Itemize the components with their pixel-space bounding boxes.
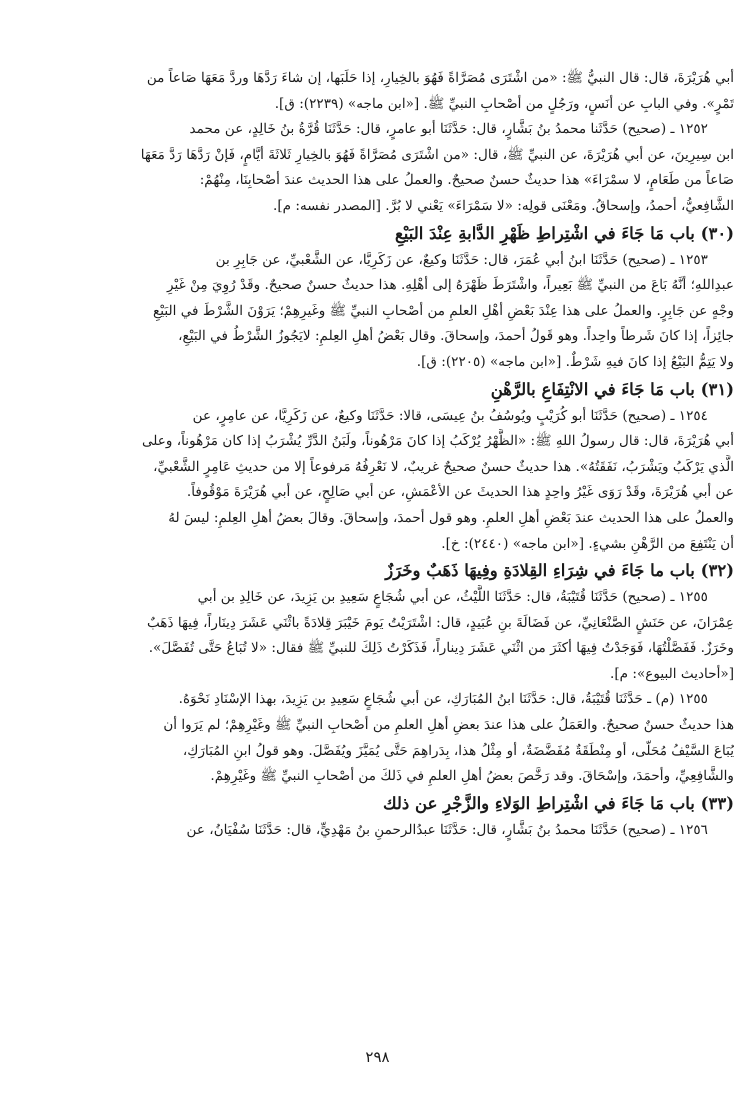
- chapter-heading: (٣١) باب مَا جَاءَ في الانْتِفَاعِ بالرَّهْنِ: [490, 379, 734, 399]
- text-line: وخَرَزٌ. فَفَصَّلْتُهَا، فَوَجَدْتُ فِيهَا أكثَرَ من اثْنَي عَشَرَ دِيناراً، فَذَكَرْتُ ذَلِكَ للنبيِّ ﷺ فقال: «لا تُبَاعُ حَتَّى تُفَصَّلَ».: [148, 640, 734, 657]
- text-line: أبي هُرَيْرَةَ، قال: قال النبيُّ ﷺ: «من اشْتَرَى مُصَرَّاةً فَهُوَ بالخِيارِ، إذا حَلَبَها، إن شاءَ رَدَّهَا وردَّ مَعَهَا صَاعاً من: [146, 70, 734, 86]
- text-line: ١٢٥٥ (م) ـ حَدَّثَنَا قُتَيْبَةُ، قال: حَدَّثَنَا ابنُ المُبَارَكِ، عن أبي شُجَاعٍ سَعِيدِ بن يَزِيدَ، بهذا الإسْنَادِ نَحْوَهُ.: [178, 691, 708, 708]
- chapter-heading: (٣٣) باب مَا جَاءَ في اشْتِراطِ الوَلاءِ والزَّجْرِ عن ذلك: [382, 793, 734, 813]
- chapter-heading: (٣٠) باب مَا جَاءَ في اشْتِراطِ ظَهْرِ الدَّابةِ عِنْدَ البَيْعِ: [394, 223, 734, 243]
- text-line: وجْهٍ عن جَابِرٍ. والعملُ على هذا عِنْدَ بَعْضِ أهْلِ العلمِ من أصْحابِ النبيِّ ﷺ وغَيرِهِمْ؛ يَرَوْنَ الشَّرْطَ في البَيْعِ: [153, 302, 734, 319]
- text-line: تَمْرٍ». وفي البابِ عن أنَسٍ، ورَجُلٍ من أصْحابِ النبيِّ ﷺ. [«ابن ماجه» (٢٢٣٩): ق].: [274, 95, 734, 112]
- text-line: جائِزاً، إذا كانَ شَرطاً واحِداً. وهو قَولُ أحمدَ، وإسحاقَ. وقال بَعْضُ أهلِ العِلمِ: لايَجُوزُ الشَّرْطُ في البَيْعِ،: [178, 328, 734, 345]
- text-line: هذا حديثٌ حسنٌ صحيحٌ. والعَمَلُ على هذا عندَ بعضِ أهلِ العلمِ من أصْحابِ النبيِّ ﷺ وغَيْرِهِمْ؛ لم يَرَوا أن: [163, 717, 734, 734]
- text-line: عن أبي هُرَيْرَةَ، وقَدْ رَوَى غَيْرُ واحِدٍ هذا الحديثَ عن الأعْمَشِ، عن أبي صَالِحٍ، عن أبي هُرَيْرَةَ مَوْقُوفاً.: [186, 484, 734, 501]
- text-line: ابن سِيرِينَ، عن أبي هُرَيْرَةَ، عن النبيِّ ﷺ، قال: «من اشْتَرَى مُصَرَّاةً فَهُوَ بالخِيارِ ثَلاثَةَ أيَّامٍ، فَإنْ رَدَّهَا رَدَّ مَعَهَا: [140, 146, 734, 163]
- text-line: أن يَنْتَفِعَ من الرَّهْنِ بشيءٍ. [«ابن ماجه» (٢٤٤٠): خ].: [441, 535, 734, 552]
- text-line: [«أحاديث البيوع»: م].: [610, 665, 734, 682]
- text-line: أبي هُرَيْرَةَ، قال: قال رسولُ اللهِ ﷺ: «الظَّهْرُ يُرْكَبُ إذا كانَ مَرْهُوناً، ولَبَنُ الدَّرِّ يُشْرَبُ إذا كان مَرْهُوناً، وعلى: [141, 433, 734, 450]
- text-line: عِمْرَانَ، عن حَنَشٍ الصَّنْعَانِيِّ، عن فَضَالَةَ بنِ عُبَيدٍ، قال: اشْتَرَيْتُ يَومَ خَيْبَرَ قِلادَةً باثْنَي عَشَرَ دِينَاراً، فِيهَا ذَهَبٌ: [146, 614, 734, 631]
- text-line: عبدِاللهِ؛ أنَّهُ بَاعَ من النبيِّ ﷺ بَعِيراً، واشْتَرَطَ ظَهْرَهُ إلى أهْلِهِ. هذا حديثٌ حسنٌ صحيحٌ. وقَدْ رُوِيَ مِنْ غَيْرِ: [166, 277, 734, 294]
- text-line: الشَّافِعيُّ، أحمدُ، وإسحاقُ. ومَعْنَى قولِه: «لا سَمْرَاءَ» يَعْني لا بُرَّ. [المصدر نفسه: م].: [273, 197, 734, 214]
- text-line: والشَّافِعِيِّ، وأحمَدَ، وإسْحَاقَ. وقد رَخَّصَ بعضُ أهلِ العلمِ في ذَلكَ من أصْحابِ النبيِّ ﷺ وغَيْرِهِمْ.: [210, 768, 734, 785]
- text-line: ١٢٥٦ ـ (صحيح) حَدَّثَنَا محمدُ بنُ بَشَّارٍ، قال: حَدَّثَنَا عبدُالرحمنِ بنُ مَهْدِيٍّ، قال: حَدَّثَنَا سُفْيَانُ، عن: [186, 821, 708, 838]
- chapter-heading: (٣٢) باب ما جَاءَ في شِرَاءِ القِلادَةِ وفِيهَا ذَهَبٌ وخَرَزٌ: [385, 561, 734, 581]
- text-line: يُبَاعَ السَّيْفُ مُحَلّى، أو مِنْطَقَةٌ مُفَضَّضَةٌ، أو مِثْلُ هذا، بِدَراهِمَ حَتَّى يُمَيَّزَ ويُفَصَّلَ. وهو قولُ ابنِ المُبَارَكِ،: [182, 742, 734, 759]
- text-line: ١٢٥٣ ـ (صحيح) حَدَّثَنَا ابنُ أبي عُمَرَ، قال: حَدَّثَنَا وكيعٌ، عن زَكَرِيَّا، عن الشَّعْبيِّ، عن جَابِرِ بن: [215, 251, 708, 268]
- page-body: [62, 66, 734, 843]
- text-line: ١٢٥٤ ـ (صحيح) حَدَّثَنَا أبو كُرَيْبٍ ويُوسُفُ بنُ عِيسَى، قالا: حَدَّثَنَا وكيعٌ، عن زَكَرِيَّا، عن عامِرٍ، عن: [192, 407, 708, 424]
- text-line: ١٢٥٢ ـ (صحيح) حَدَّثَنا محمدُ بنُ بَشَّارٍ، قال: حَدَّثَنَا أبو عامرٍ، قال: حَدَّثَنَا قُرَّةُ بنُ خَالِدٍ، عن محمد: [189, 121, 708, 138]
- text-line: صَاعاً من طَعَامٍ، لا سمْرَاءَ» هذا حديثٌ حسنٌ صحيحٌ. والعملُ على هذا الحديث عندَ أصْحابِنَا، مِنْهُمْ:: [199, 172, 734, 189]
- text-line: ولا يَتِمُّ البَيْعُ إذا كانَ فيهِ شَرْطٌ. [«ابن ماجه» (٢٢٠٥): ق].: [416, 353, 734, 370]
- text-line: ١٢٥٥ ـ (صحيح) حَدَّثَنَا قُتَيْبَةُ، قال: حَدَّثَنَا اللَّيْثُ، عن أبي شُجَاعٍ سَعِيدِ بن يَزِيدَ، عن خَالِدِ بن أبي: [197, 589, 708, 606]
- page-number: ٢٩٨: [365, 1048, 390, 1066]
- text-line: والعملُ على هذا الحديث عندَ بَعْضِ أهلِ العلمِ. وهو قول أحمدَ، وإسحاقَ. وقالَ بعضُ أهلِ العِلمِ: ليسَ لهُ: [168, 509, 734, 526]
- text-line: الَّذي يَرْكَبُ ويَشْرَبُ، نَفَقَتُهُ». هذا حديثٌ حسنٌ صحيحٌ غريبٌ، لا نَعْرِفُهُ مَرفوعاً إلا من حديثِ عَامِرٍ الشَّعْبيِّ،: [153, 458, 734, 475]
